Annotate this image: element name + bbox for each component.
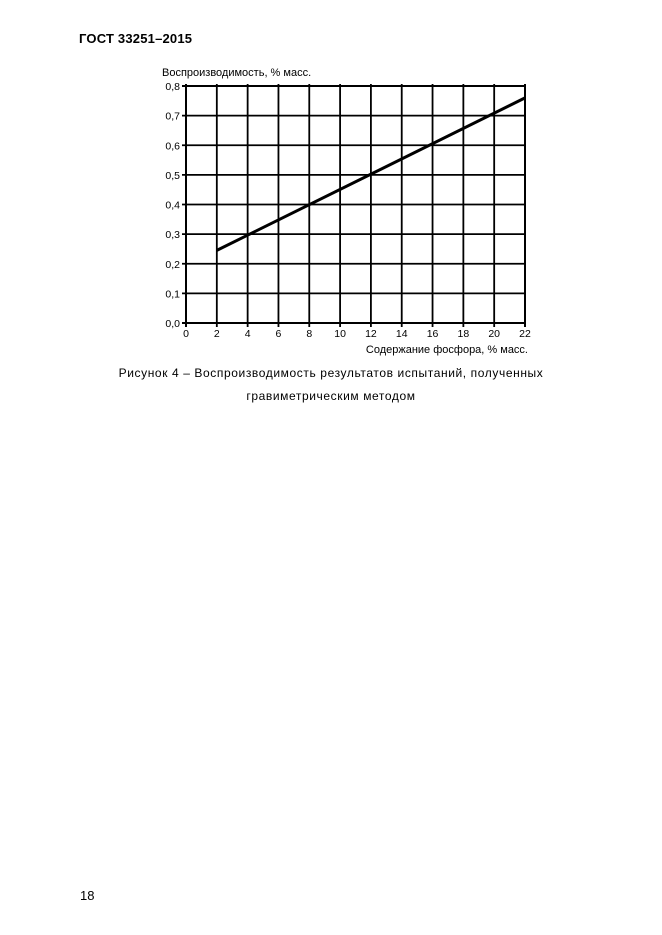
figure-caption-line-2: гравиметрическим методом xyxy=(246,389,416,403)
chart-svg xyxy=(0,0,662,380)
y-tick-labels xyxy=(165,81,180,330)
x-tick-label: 18 xyxy=(457,328,470,340)
x-tick-label: 10 xyxy=(334,328,346,340)
x-tick-label: 8 xyxy=(306,328,313,340)
x-axis-label: Содержание фосфора, % масс. xyxy=(365,344,528,356)
x-tick-label: 12 xyxy=(365,328,377,340)
x-tick-label: 4 xyxy=(244,328,251,340)
x-tick-label: 20 xyxy=(488,328,501,340)
y-tick-label: 0,0 xyxy=(165,318,180,330)
x-tick-label: 16 xyxy=(426,328,439,340)
chart-grid xyxy=(182,84,525,327)
x-tick-label: 6 xyxy=(275,328,282,340)
y-tick-label: 0,4 xyxy=(165,199,180,212)
chart xyxy=(0,0,662,380)
y-tick-label: 0,8 xyxy=(165,81,180,93)
y-tick-label: 0,3 xyxy=(165,229,180,242)
page-number: 18 xyxy=(80,888,95,903)
y-tick-label: 0,7 xyxy=(165,110,180,123)
x-tick-labels xyxy=(183,328,531,340)
x-tick-label: 0 xyxy=(183,328,189,340)
x-tick-label: 2 xyxy=(213,328,220,340)
y-axis-label: Воспроизводимость, % масс. xyxy=(162,67,312,79)
y-tick-label: 0,2 xyxy=(165,258,180,271)
y-tick-label: 0,6 xyxy=(165,140,180,153)
y-tick-label: 0,1 xyxy=(165,288,180,301)
document-code: ГОСТ 33251–2015 xyxy=(79,31,193,46)
y-tick-label: 0,5 xyxy=(165,169,180,182)
x-tick-label: 14 xyxy=(395,328,408,340)
x-tick-label: 22 xyxy=(519,328,531,340)
figure-caption-line-1: Рисунок 4 – Воспроизводимость результатов испытаний, полученных xyxy=(118,366,544,380)
